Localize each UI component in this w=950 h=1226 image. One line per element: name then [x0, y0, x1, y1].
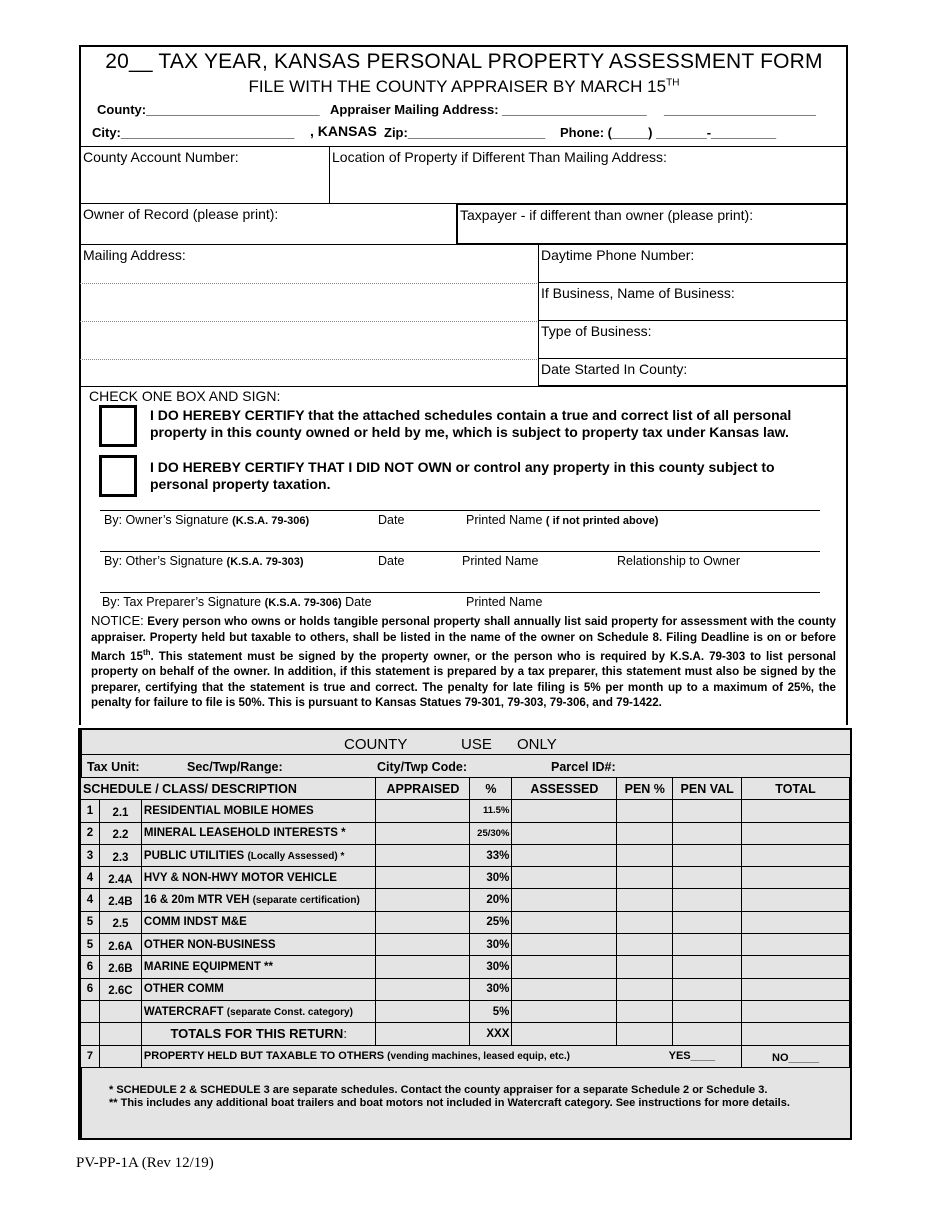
phone-label[interactable]: Phone: (_____) _______-_________ [560, 125, 777, 140]
row-pen-percent[interactable] [617, 1000, 673, 1022]
totals-row [81, 1023, 850, 1045]
county-codes-row [80, 756, 850, 777]
schedule-header-row [81, 778, 850, 800]
appraiser-address-blank[interactable]: _____________________ [664, 102, 816, 117]
row-description: WATERCRAFT (separate Const. category) [141, 1000, 376, 1022]
certify-own-checkbox[interactable] [99, 405, 137, 447]
row-schedule: 1 [81, 800, 100, 822]
row-percent: 5% [470, 1000, 512, 1022]
row-assessed[interactable] [512, 800, 617, 822]
row-assessed[interactable] [512, 934, 617, 956]
other-printed-name-label: Printed Name [462, 554, 539, 568]
row-total[interactable] [742, 934, 850, 956]
parcel-id-label: Parcel ID#: [551, 760, 616, 774]
row-description: OTHER NON-BUSINESS [141, 934, 376, 956]
form-subtitle: FILE WITH THE COUNTY APPRAISER BY MARCH 15TH [248, 77, 680, 96]
row-pen-val[interactable] [673, 934, 742, 956]
date-started-field[interactable] [538, 358, 848, 387]
row-schedule: 6 [81, 978, 100, 1000]
owner-printed-name-label: Printed Name ( if not printed above) [466, 513, 659, 527]
notice-paragraph: NOTICE: Every person who owns or holds tangible personal property shall annually list said property for assessment with the county appraiser. Property held but taxable to others, shall be listed in the name of the owner on Schedule 8. Filing Deadline is on or before March 15th. This statement must be signed by the property owner, or the person who is required by K.S.A. 79-303 to list personal property on behalf of the owner. In addition, if this statement is prepared by a tax preparer, this statement must also be signed by the preparer, certifying that the statement is true and correct. The penalty for late filing is 5% per month up to a maximum of 25%, the penalty for failure to file is 50%. This is pursuant to Kansas Statues 79-301, 79-303, 79-306, and 79-1422. [91, 613, 836, 710]
row-description: MINERAL LEASEHOLD INTERESTS * [141, 822, 376, 844]
row-percent: 33% [470, 844, 512, 866]
row-schedule [81, 1000, 100, 1022]
form-id: PV-PP-1A (Rev 12/19) [76, 1155, 214, 1171]
row-total[interactable] [742, 867, 850, 889]
sec-twp-label: Sec/Twp/Range: [187, 760, 283, 774]
row-assessed[interactable] [512, 1000, 617, 1022]
schedule-row [81, 1000, 850, 1022]
row-pen-val[interactable] [673, 822, 742, 844]
row-percent: 20% [470, 889, 512, 911]
schedule-row [81, 844, 850, 866]
county-account-field[interactable] [79, 146, 330, 204]
footnote-2: ** This includes any additional boat trailers and boat motors not included in Watercraft category. See instructions for more details. [109, 1097, 790, 1109]
row-pen-percent[interactable] [617, 822, 673, 844]
row-schedule: 3 [81, 844, 100, 866]
row-pen-percent[interactable] [617, 911, 673, 933]
mailing-address-field[interactable] [79, 244, 539, 387]
row-description: 16 & 20m MTR VEH (separate certification) [141, 889, 376, 911]
row-percent: 11.5% [470, 800, 512, 822]
owner-signature-line[interactable] [100, 510, 820, 511]
taxpayer-field[interactable] [456, 203, 848, 245]
other-signature-line[interactable] [100, 551, 820, 552]
county-use-title: COUNTY USE ONLY [80, 730, 850, 755]
row-assessed[interactable] [512, 889, 617, 911]
row-appraised[interactable] [376, 934, 470, 956]
row-description: RESIDENTIAL MOBILE HOMES [141, 800, 376, 822]
row-appraised[interactable] [376, 867, 470, 889]
other-date-label: Date [378, 554, 405, 568]
row-percent: 25% [470, 911, 512, 933]
row-appraised[interactable] [376, 889, 470, 911]
owner-signature-label: By: Owner’s Signature (K.S.A. 79-306) [104, 513, 310, 527]
mailing-line-3 [80, 359, 539, 360]
row-pen-percent[interactable] [617, 867, 673, 889]
row-assessed[interactable] [512, 956, 617, 978]
location-field[interactable] [329, 146, 848, 204]
schedule-row [81, 934, 850, 956]
footnote-1: * SCHEDULE 2 & SCHEDULE 3 are separate schedules. Contact the county appraiser for a separate Schedule 2 or Schedule 3. [109, 1084, 768, 1096]
row-percent: 30% [470, 956, 512, 978]
row-description: HVY & NON-HWY MOTOR VEHICLE [141, 867, 376, 889]
row-total[interactable] [742, 822, 850, 844]
daytime-phone-field[interactable] [538, 244, 848, 283]
schedule-row [81, 911, 850, 933]
row-percent: 30% [470, 934, 512, 956]
totals-appraised[interactable] [376, 1023, 470, 1045]
row-class: 2.5 [99, 911, 141, 933]
row-schedule: 4 [81, 867, 100, 889]
row-total[interactable] [742, 911, 850, 933]
certify-not-own-checkbox[interactable] [99, 455, 137, 497]
row-total[interactable] [742, 800, 850, 822]
totals-pen-percent[interactable] [617, 1023, 673, 1045]
col-pen-val: PEN VAL [673, 778, 742, 800]
city-label[interactable]: City:________________________ [92, 125, 295, 140]
owner-label: Owner of Record (please print): [83, 206, 279, 222]
owner-field[interactable] [79, 203, 457, 245]
row-appraised[interactable] [376, 956, 470, 978]
row-pen-percent[interactable] [617, 934, 673, 956]
footnotes [109, 1084, 809, 1110]
row-appraised[interactable] [376, 1000, 470, 1022]
row-7 [81, 1045, 850, 1067]
row-class: 2.3 [99, 844, 141, 866]
row-assessed[interactable] [512, 822, 617, 844]
row-pen-percent[interactable] [617, 844, 673, 866]
business-type-label: Type of Business: [541, 323, 652, 339]
row-total[interactable] [742, 844, 850, 866]
city-twp-label: City/Twp Code: [377, 760, 468, 774]
row-appraised[interactable] [376, 911, 470, 933]
relationship-label: Relationship to Owner [617, 554, 740, 568]
row-schedule: 5 [81, 911, 100, 933]
totals-pen-val[interactable] [673, 1023, 742, 1045]
row-pen-val[interactable] [673, 911, 742, 933]
row-class: 2.1 [99, 800, 141, 822]
form-title: 20__ TAX YEAR, KANSAS PERSONAL PROPERTY ASSESSMENT FORM [105, 50, 823, 73]
mailing-line-1 [80, 283, 539, 284]
row-pen-val[interactable] [673, 978, 742, 1000]
row-class: 2.6B [99, 956, 141, 978]
row7-schedule: 7 [81, 1045, 100, 1067]
certify-not-own-text: I DO HEREBY CERTIFY THAT I DID NOT OWN or control any property in this county subject to personal property taxation. [150, 459, 775, 492]
col-appraised: APPRAISED [376, 778, 470, 800]
row-pen-percent[interactable] [617, 889, 673, 911]
row-description: MARINE EQUIPMENT ** [141, 956, 376, 978]
taxpayer-label: Taxpayer - if different than owner (please print): [460, 207, 754, 223]
row-pen-val[interactable] [673, 800, 742, 822]
business-type-field[interactable] [538, 320, 848, 359]
date-started-label: Date Started In County: [541, 361, 688, 377]
schedule-row [81, 889, 850, 911]
row-description: OTHER COMM [141, 978, 376, 1000]
row-class: 2.2 [99, 822, 141, 844]
row-appraised[interactable] [376, 822, 470, 844]
row-description: COMM INDST M&E [141, 911, 376, 933]
totals-pct: XXX [470, 1023, 512, 1045]
row-schedule: 2 [81, 822, 100, 844]
row-class [99, 1000, 141, 1022]
row-schedule: 6 [81, 956, 100, 978]
row-class: 2.6C [99, 978, 141, 1000]
mailing-address-label: Mailing Address: [83, 247, 186, 263]
schedule-row [81, 867, 850, 889]
row-pen-percent[interactable] [617, 956, 673, 978]
row-total[interactable] [742, 978, 850, 1000]
row-description: PUBLIC UTILITIES (Locally Assessed) * [141, 844, 376, 866]
totals-assessed[interactable] [512, 1023, 617, 1045]
row-class: 2.4B [99, 889, 141, 911]
other-signature-label: By: Other’s Signature (K.S.A. 79-303) [104, 554, 304, 568]
preparer-signature-line[interactable] [100, 592, 820, 593]
schedule-row [81, 800, 850, 822]
certify-own-text: I DO HEREBY CERTIFY that the attached schedules contain a true and correct list of all personal property in this county owned or held by me, which is subject to property tax under Kansas law. [150, 407, 792, 440]
col-pen-percent: PEN % [617, 778, 673, 800]
row-schedule: 5 [81, 934, 100, 956]
row7-no[interactable]: NO_____ [742, 1045, 850, 1067]
row-appraised[interactable] [376, 800, 470, 822]
row-assessed[interactable] [512, 867, 617, 889]
zip-label[interactable]: Zip:___________________ [384, 125, 546, 140]
mailing-line-2 [80, 321, 539, 322]
business-name-label: If Business, Name of Business: [541, 285, 735, 301]
row-pen-val[interactable] [673, 1000, 742, 1022]
county-label[interactable]: County:________________________ [97, 102, 320, 117]
county-account-label: County Account Number: [83, 149, 239, 165]
tax-unit-label: Tax Unit: [87, 760, 140, 774]
schedule-table [80, 777, 850, 1068]
row-percent: 30% [470, 867, 512, 889]
row-appraised[interactable] [376, 978, 470, 1000]
row-pen-percent[interactable] [617, 800, 673, 822]
appraiser-address-label[interactable]: Appraiser Mailing Address: ____________________ [330, 102, 647, 117]
row-assessed[interactable] [512, 978, 617, 1000]
schedule-row [81, 822, 850, 844]
row-total[interactable] [742, 1000, 850, 1022]
col-percent: % [470, 778, 512, 800]
preparer-signature-label: By: Tax Preparer’s Signature (K.S.A. 79-306) Date [102, 595, 372, 609]
row-pen-val[interactable] [673, 844, 742, 866]
row-total[interactable] [742, 956, 850, 978]
row-pen-val[interactable] [673, 956, 742, 978]
totals-label: TOTALS FOR THIS RETURN: [141, 1023, 376, 1045]
schedule-row [81, 956, 850, 978]
row-percent: 25/30% [470, 822, 512, 844]
location-label: Location of Property if Different Than Mailing Address: [332, 149, 667, 165]
row-appraised[interactable] [376, 844, 470, 866]
col-description: SCHEDULE / CLASS/ DESCRIPTION [81, 778, 376, 800]
row7-description: PROPERTY HELD BUT TAXABLE TO OTHERS (vending machines, leased equip, etc.) YES____ [141, 1045, 741, 1067]
row-pen-val[interactable] [673, 889, 742, 911]
row-pen-val[interactable] [673, 867, 742, 889]
daytime-phone-label: Daytime Phone Number: [541, 247, 695, 263]
totals-total[interactable] [742, 1023, 850, 1045]
row-class: 2.6A [99, 934, 141, 956]
check-one-heading: CHECK ONE BOX AND SIGN: [89, 388, 281, 404]
row-percent: 30% [470, 978, 512, 1000]
row7-yes[interactable]: YES____ [668, 1050, 716, 1063]
preparer-printed-name-label: Printed Name [466, 595, 543, 609]
row-assessed[interactable] [512, 844, 617, 866]
row-class: 2.4A [99, 867, 141, 889]
row-assessed[interactable] [512, 911, 617, 933]
schedule-row [81, 978, 850, 1000]
col-assessed: ASSESSED [512, 778, 617, 800]
owner-date-label: Date [378, 513, 405, 527]
col-total: TOTAL [742, 778, 850, 800]
business-name-field[interactable] [538, 282, 848, 321]
kansas-label: , KANSAS [310, 123, 377, 139]
row-total[interactable] [742, 889, 850, 911]
row-pen-percent[interactable] [617, 978, 673, 1000]
row-schedule: 4 [81, 889, 100, 911]
